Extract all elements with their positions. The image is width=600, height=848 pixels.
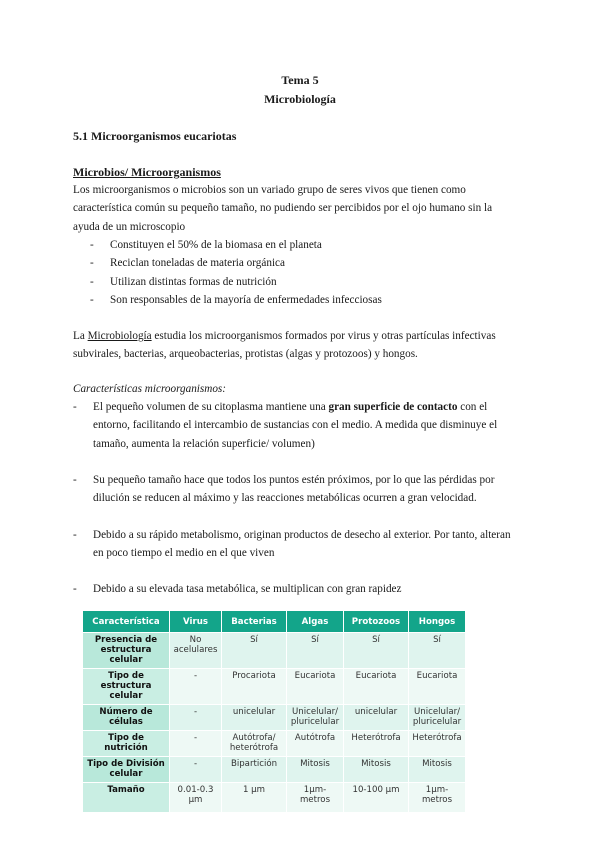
caracteristica-item: - El pequeño volumen de su citoplasma mantiene una gran superficie de contacto con el entorno, facilitando el intercambio de sustancias con el medio. A medida que disminuye el tamaño, aumenta la relación superficie/ volumen) xyxy=(73,401,498,450)
table-row xyxy=(83,669,466,705)
table-cell: Procariota xyxy=(222,669,287,705)
table-cell: Mitosis xyxy=(409,757,466,783)
table-cell: Heterótrofa xyxy=(409,731,466,757)
table-cell: - xyxy=(170,757,222,783)
table-cell: Sí xyxy=(222,633,287,669)
row-header: Tipo de División celular xyxy=(83,757,170,783)
table-cell: Eucariota xyxy=(344,669,409,705)
highlight-term: gran superficie de contacto xyxy=(328,401,458,413)
microbiologia-line-2: subvirales, bacterias, arqueobacterias, protistas (algas y protozoos) y hongos. xyxy=(73,348,418,361)
table-cell: Eucariota xyxy=(287,669,344,705)
table-cell: Heterótrofa xyxy=(344,731,409,757)
row-header: Tamaño xyxy=(83,783,170,813)
microbios-heading: Microbios/ Microorganismos xyxy=(73,165,221,179)
table-row xyxy=(83,783,466,813)
caracteristica-item: - Su pequeño tamaño hace que todos los puntos estén próximos, por lo que las pérdidas por dilución se reducen al máximo y las reacciones metabólicas ocurren a gran velocidad. xyxy=(73,474,495,505)
table-cell: Mitosis xyxy=(344,757,409,783)
table-cell: Bipartición xyxy=(222,757,287,783)
table-cell: - xyxy=(170,705,222,731)
intro-line: ayuda de un microscopio xyxy=(73,220,186,233)
column-header: Virus xyxy=(170,611,222,633)
row-header: Número de células xyxy=(83,705,170,731)
microbiologia-paragraph xyxy=(73,327,543,364)
list-item: - Utilizan distintas formas de nutrición xyxy=(90,273,382,291)
table-cell: Eucariota xyxy=(409,669,466,705)
row-header: Presencia de estructura celular xyxy=(83,633,170,669)
microbiologia-line-1: La Microbiología estudia los microorganismos formados por virus y otras partículas infectivas xyxy=(73,330,496,342)
table-row xyxy=(83,731,466,757)
table-cell: - xyxy=(170,731,222,757)
caracteristica-item: - Debido a su rápido metabolismo, originan productos de desecho al exterior. Por tanto, alteran en poco tiempo el medio en el que viven xyxy=(73,529,511,560)
table-cell: 0.01-0.3 µm xyxy=(170,783,222,813)
intro-line: Los microorganismos o microbios son un variado grupo de seres vivos que tienen como xyxy=(73,184,466,196)
table-cell: No acelulares xyxy=(170,633,222,669)
list-item: - Constituyen el 50% de la biomasa en el planeta xyxy=(90,236,382,254)
list-item: - Reciclan toneladas de materia orgánica xyxy=(90,254,382,272)
table-cell: Unicelular/ pluricelular xyxy=(287,705,344,731)
row-header: Tipo de nutrición xyxy=(83,731,170,757)
column-header: Hongos xyxy=(409,611,466,633)
row-header: Tipo de estructura celular xyxy=(83,669,170,705)
table-cell: 1µm-metros xyxy=(409,783,466,813)
table-cell: Autótrofa xyxy=(287,731,344,757)
microbios-intro xyxy=(73,181,523,236)
page-title: Microbiología xyxy=(264,92,336,106)
column-header: Algas xyxy=(287,611,344,633)
table-cell: Autótrofa/ heterótrofa xyxy=(222,731,287,757)
list-item: - Son responsables de la mayoría de enfermedades infecciosas xyxy=(90,291,382,309)
section-title: 5.1 Microorganismos eucariotas xyxy=(73,129,237,143)
table-header-row xyxy=(83,611,466,633)
table-row xyxy=(83,633,466,669)
table-cell: Sí xyxy=(409,633,466,669)
table-cell: unicelular xyxy=(222,705,287,731)
table-cell: - xyxy=(170,669,222,705)
column-header: Bacterias xyxy=(222,611,287,633)
table-cell: Sí xyxy=(344,633,409,669)
caracteristicas-heading: Características microorganismos: xyxy=(73,383,226,395)
table-cell: 10-100 µm xyxy=(344,783,409,813)
comparison-table xyxy=(82,610,466,813)
table-cell: Mitosis xyxy=(287,757,344,783)
table-row xyxy=(83,757,466,783)
microbiologia-term: Microbiología xyxy=(87,330,152,342)
table-cell: 1 µm xyxy=(222,783,287,813)
column-header: Característica xyxy=(83,611,170,633)
caracteristica-item: - Debido a su elevada tasa metabólica, se multiplican con gran rapidez xyxy=(73,583,402,595)
column-header: Protozoos xyxy=(344,611,409,633)
table-cell: unicelular xyxy=(344,705,409,731)
intro-line: característica común su pequeño tamaño, no pudiendo ser percibidos por el ojo humano sin la xyxy=(73,202,493,215)
microbios-bullet-list xyxy=(90,236,382,309)
table-cell: 1µm-metros xyxy=(287,783,344,813)
table-cell: Sí xyxy=(287,633,344,669)
table-row xyxy=(83,705,466,731)
topic-number: Tema 5 xyxy=(281,73,319,87)
table-cell: Unicelular/ pluricelular xyxy=(409,705,466,731)
